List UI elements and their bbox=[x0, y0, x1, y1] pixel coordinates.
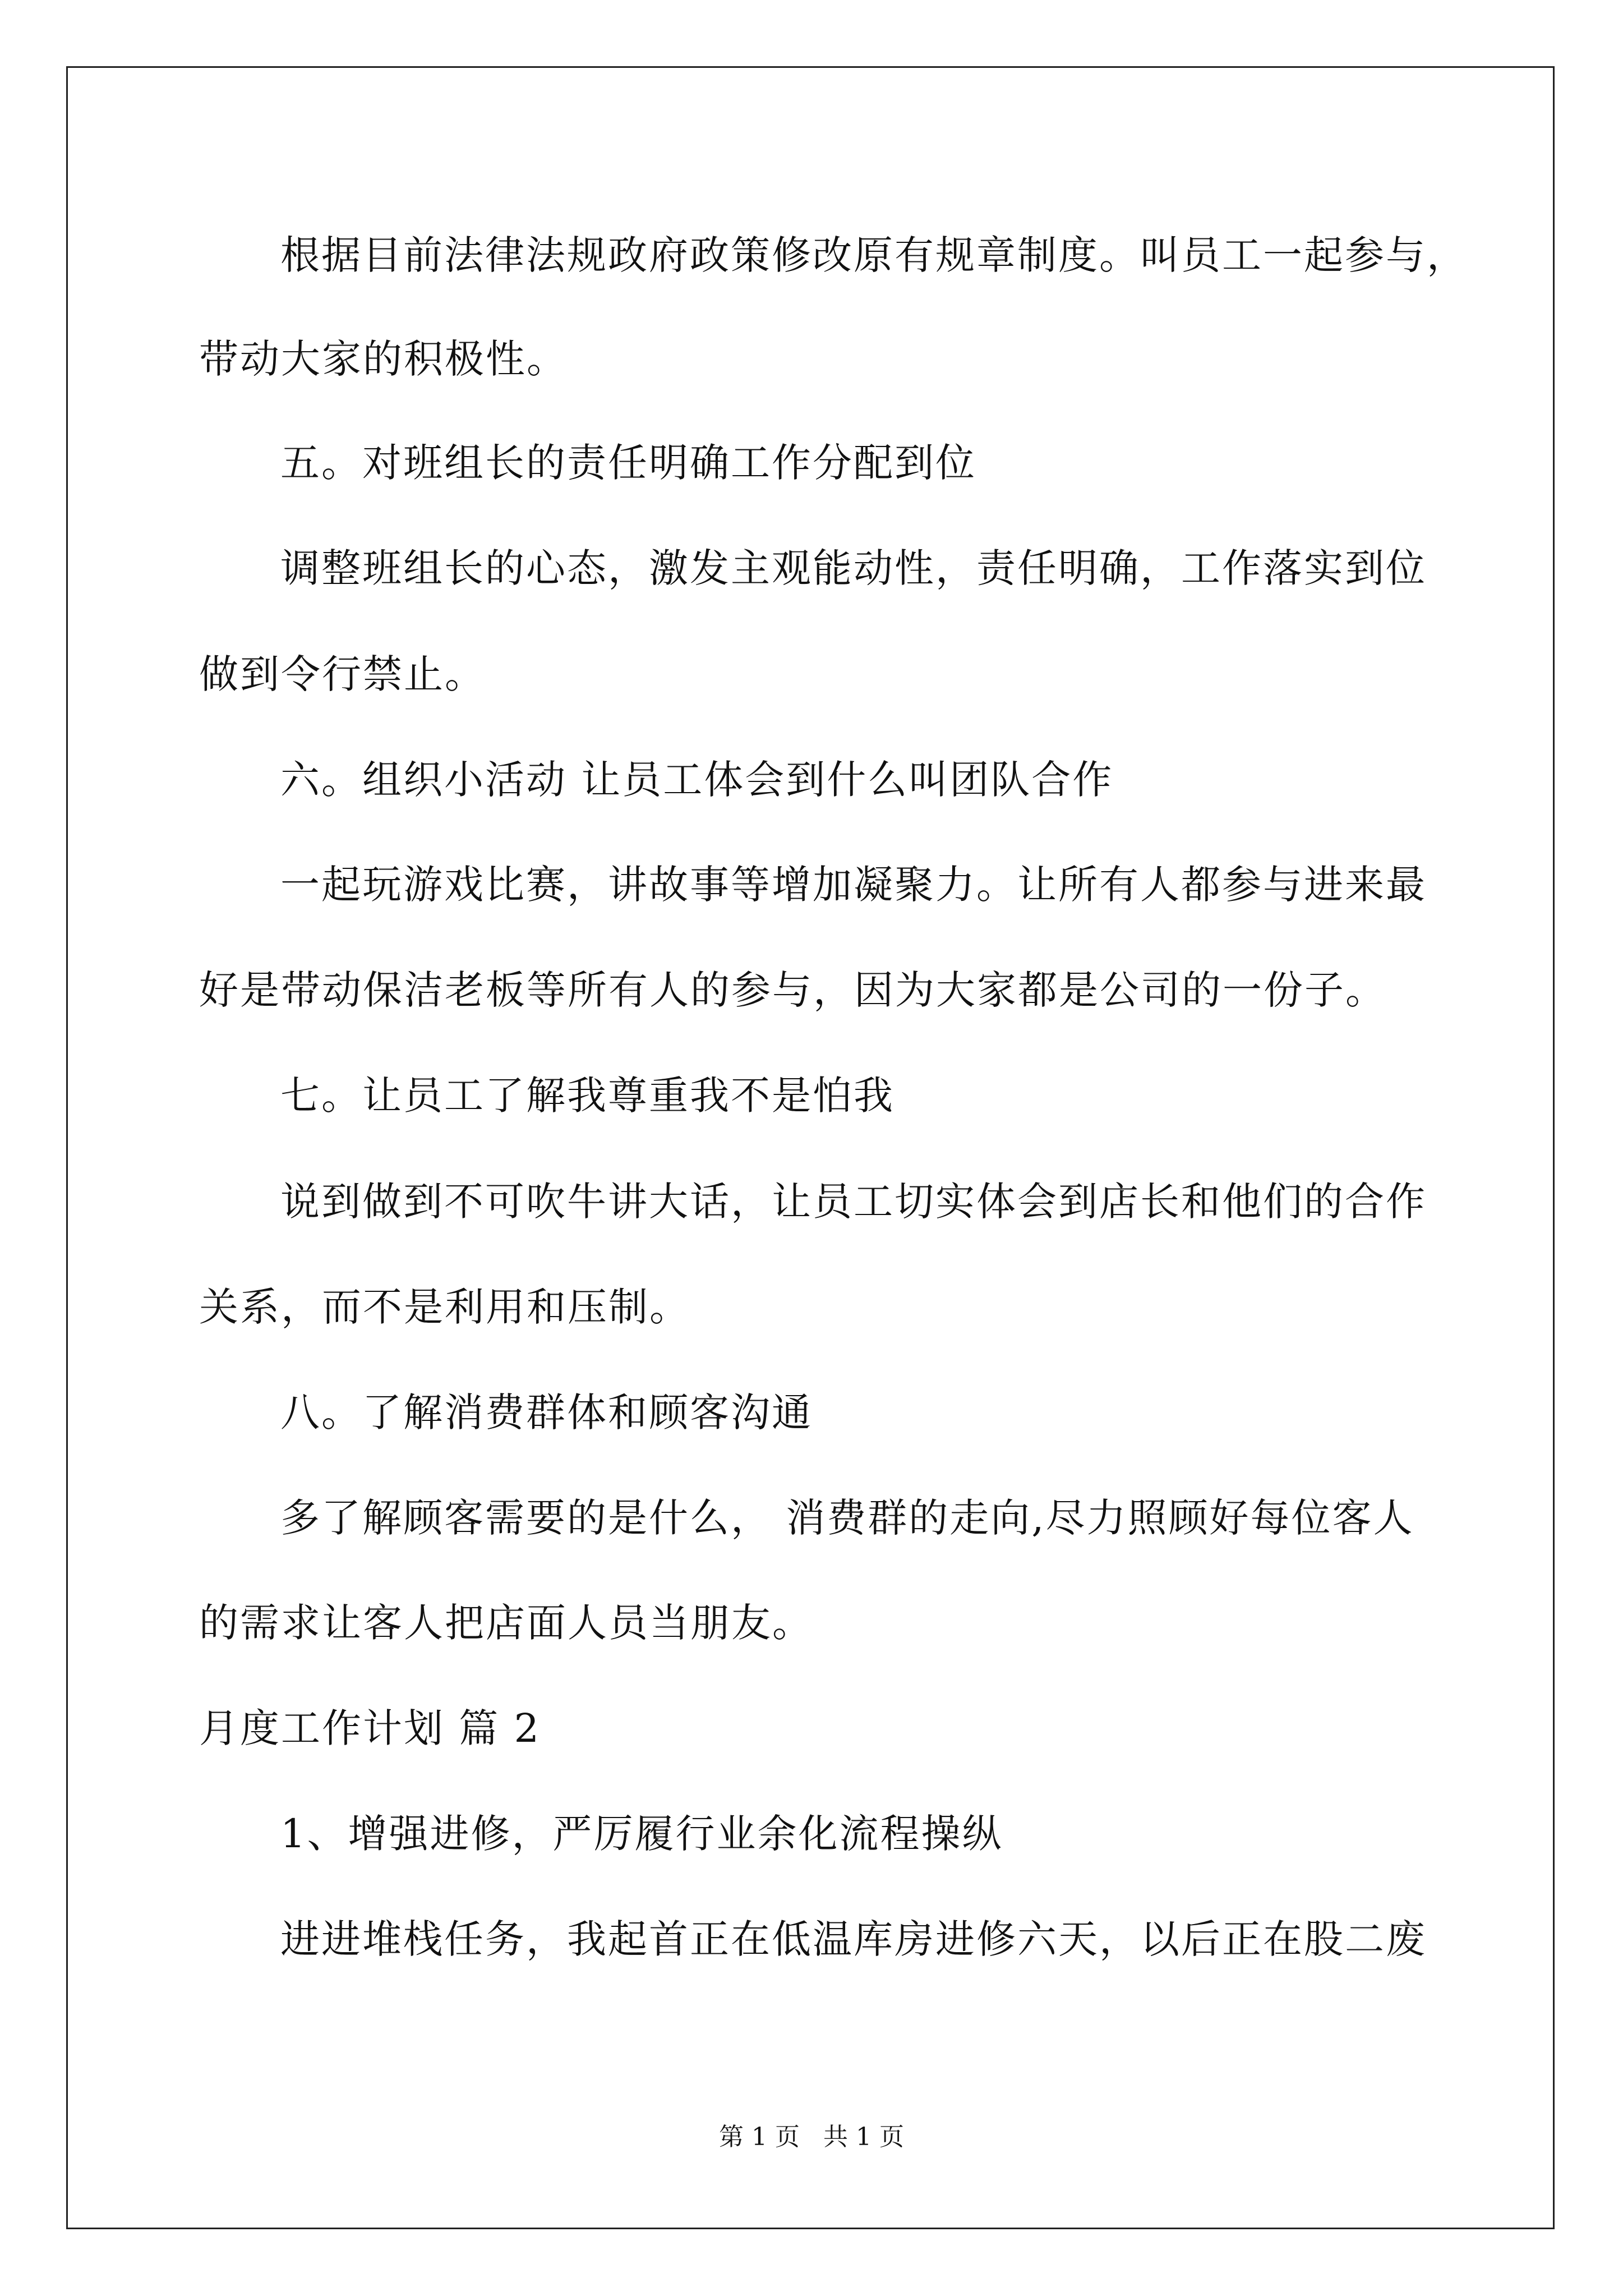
section-heading-1: 1、增强进修，严厉履行业余化流程操纵 bbox=[280, 1811, 1003, 1857]
paragraph-line: 一起玩游戏比赛，讲故事等增加凝聚力。让所有人都参与进来最 bbox=[280, 862, 1427, 908]
section-heading-7: 七。让员工了解我尊重我不是怕我 bbox=[280, 1073, 895, 1119]
paragraph-line: 关系，而不是利用和压制。 bbox=[199, 1284, 690, 1330]
paragraph-line: 好是带动保洁老板等所有人的参与，因为大家都是公司的一份子。 bbox=[199, 967, 1386, 1013]
paragraph-line: 带动大家的积极性。 bbox=[199, 336, 568, 382]
paragraph-line: 的需求让客人把店面人员当朋友。 bbox=[199, 1600, 813, 1646]
paragraph-line: 根据目前法律法规政府政策修改原有规章制度。叫员工一起参与， bbox=[280, 232, 1468, 278]
page-footer: 第 1 页 共 1 页 bbox=[719, 2123, 904, 2151]
section-heading-5: 五。对班组长的责任明确工作分配到位 bbox=[280, 440, 976, 486]
page-border bbox=[66, 66, 1555, 2229]
paragraph-line: 调整班组长的心态，激发主观能动性，责任明确，工作落实到位 bbox=[280, 545, 1427, 591]
paragraph-line: 做到令行禁止。 bbox=[199, 651, 486, 697]
section-heading-6: 六。组织小活动 让员工体会到什么叫团队合作 bbox=[280, 757, 1114, 803]
paragraph-line: 说到做到不可吹牛讲大话，让员工切实体会到店长和他们的合作 bbox=[280, 1179, 1427, 1225]
section-heading-8: 八。了解消费群体和顾客沟通 bbox=[280, 1389, 813, 1435]
article-title: 月度工作计划 篇 2 bbox=[199, 1705, 541, 1751]
paragraph-line: 多了解顾客需要的是什么， 消费群的走向,尽力照顾好每位客人 bbox=[280, 1495, 1414, 1541]
paragraph-line: 进进堆栈任务，我起首正在低温库房进修六天，以后正在股二废 bbox=[280, 1916, 1427, 1962]
